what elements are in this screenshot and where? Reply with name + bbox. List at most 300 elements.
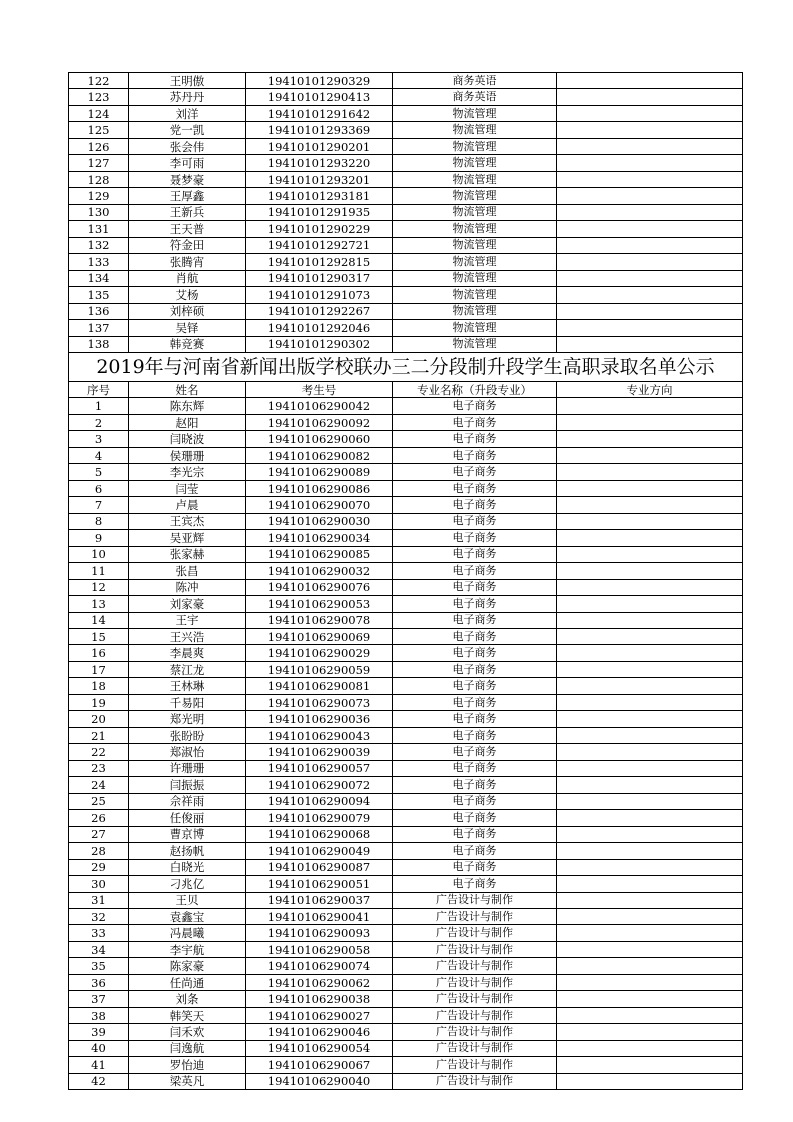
cell-index: 123 [69, 89, 129, 105]
cell-major: 物流管理 [393, 105, 557, 121]
cell-index: 24 [69, 777, 129, 793]
cell-direction [557, 596, 743, 612]
table-row [69, 287, 743, 303]
cell-major: 电子商务 [393, 398, 557, 414]
cell-direction [557, 89, 743, 105]
cell-index: 5 [69, 464, 129, 480]
cell-index: 42 [69, 1073, 129, 1089]
cell-exam-number: 19410101292721 [246, 237, 393, 253]
cell-major: 电子商务 [393, 793, 557, 809]
table-row [69, 320, 743, 336]
cell-major: 电子商务 [393, 826, 557, 842]
table-row [69, 563, 743, 579]
cell-index: 20 [69, 711, 129, 727]
cell-name: 陈冲 [129, 579, 246, 595]
cell-direction [557, 744, 743, 760]
cell-name: 王宾杰 [129, 513, 246, 529]
table-row [69, 727, 743, 743]
cell-direction [557, 711, 743, 727]
cell-exam-number: 19410106290078 [246, 612, 393, 628]
cell-direction [557, 73, 743, 89]
table-row [69, 1073, 743, 1089]
cell-index: 22 [69, 744, 129, 760]
cell-major: 电子商务 [393, 431, 557, 447]
cell-name: 陈家豪 [129, 958, 246, 974]
cell-exam-number: 19410101293201 [246, 171, 393, 187]
cell-exam-number: 19410106290074 [246, 958, 393, 974]
cell-exam-number: 19410106290034 [246, 530, 393, 546]
cell-major: 物流管理 [393, 122, 557, 138]
cell-exam-number: 19410106290029 [246, 645, 393, 661]
header-cell-name: 姓名 [129, 381, 246, 397]
cell-major: 电子商务 [393, 497, 557, 513]
cell-index: 13 [69, 596, 129, 612]
cell-major: 物流管理 [393, 287, 557, 303]
cell-name: 符金田 [129, 237, 246, 253]
cell-major: 广告设计与制作 [393, 908, 557, 924]
cell-exam-number: 19410106290072 [246, 777, 393, 793]
table-row [69, 221, 743, 237]
cell-direction [557, 629, 743, 645]
table-row [69, 1057, 743, 1073]
table-row [69, 73, 743, 89]
cell-index: 28 [69, 843, 129, 859]
cell-exam-number: 19410106290043 [246, 727, 393, 743]
cell-major: 电子商务 [393, 530, 557, 546]
cell-name: 王明傲 [129, 73, 246, 89]
cell-name: 张家赫 [129, 546, 246, 562]
cell-exam-number: 19410106290049 [246, 843, 393, 859]
previous-list-rows [69, 73, 743, 353]
cell-direction [557, 270, 743, 286]
table-row [69, 303, 743, 319]
cell-index: 129 [69, 188, 129, 204]
cell-major: 广告设计与制作 [393, 1073, 557, 1089]
cell-index: 7 [69, 497, 129, 513]
cell-exam-number: 19410101290201 [246, 138, 393, 154]
cell-major: 电子商务 [393, 513, 557, 529]
cell-major: 电子商务 [393, 645, 557, 661]
table-row [69, 204, 743, 220]
cell-exam-number: 19410106290085 [246, 546, 393, 562]
cell-index: 23 [69, 760, 129, 776]
cell-index: 134 [69, 270, 129, 286]
cell-direction [557, 974, 743, 990]
cell-direction [557, 908, 743, 924]
cell-direction [557, 1040, 743, 1056]
cell-index: 131 [69, 221, 129, 237]
cell-major: 电子商务 [393, 760, 557, 776]
table-row [69, 859, 743, 875]
cell-exam-number: 19410106290087 [246, 859, 393, 875]
table-row [69, 694, 743, 710]
cell-exam-number: 19410106290027 [246, 1007, 393, 1023]
cell-exam-number: 19410106290068 [246, 826, 393, 842]
cell-name: 刘条 [129, 991, 246, 1007]
cell-index: 37 [69, 991, 129, 1007]
table-row [69, 760, 743, 776]
cell-major: 物流管理 [393, 270, 557, 286]
cell-direction [557, 892, 743, 908]
table-row [69, 513, 743, 529]
cell-major: 商务英语 [393, 73, 557, 89]
cell-name: 李可雨 [129, 155, 246, 171]
table-row [69, 464, 743, 480]
cell-direction [557, 876, 743, 892]
cell-major: 电子商务 [393, 447, 557, 463]
cell-direction [557, 579, 743, 595]
cell-direction [557, 645, 743, 661]
table-row [69, 447, 743, 463]
cell-name: 聂梦豪 [129, 171, 246, 187]
cell-index: 41 [69, 1057, 129, 1073]
cell-name: 李晨爽 [129, 645, 246, 661]
cell-name: 刘梓硕 [129, 303, 246, 319]
table-row [69, 188, 743, 204]
cell-name: 苏丹丹 [129, 89, 246, 105]
cell-direction [557, 843, 743, 859]
table-row [69, 744, 743, 760]
table-row [69, 155, 743, 171]
cell-name: 千易阳 [129, 694, 246, 710]
table-row [69, 497, 743, 513]
cell-index: 14 [69, 612, 129, 628]
cell-exam-number: 19410101293369 [246, 122, 393, 138]
cell-direction [557, 221, 743, 237]
table-row [69, 530, 743, 546]
cell-exam-number: 19410106290060 [246, 431, 393, 447]
header-cell-index: 序号 [69, 381, 129, 397]
cell-major: 电子商务 [393, 612, 557, 628]
cell-name: 王厚鑫 [129, 188, 246, 204]
cell-direction [557, 810, 743, 826]
admission-table [68, 72, 743, 1090]
cell-name: 吴亚辉 [129, 530, 246, 546]
cell-name: 闫禾欢 [129, 1024, 246, 1040]
table-row [69, 431, 743, 447]
table-row [69, 810, 743, 826]
table-row [69, 612, 743, 628]
cell-direction [557, 859, 743, 875]
cell-exam-number: 19410101293220 [246, 155, 393, 171]
cell-name: 刘洋 [129, 105, 246, 121]
table-row [69, 398, 743, 414]
cell-index: 38 [69, 1007, 129, 1023]
cell-name: 韩竞赛 [129, 336, 246, 352]
cell-major: 物流管理 [393, 303, 557, 319]
cell-index: 36 [69, 974, 129, 990]
cell-direction [557, 480, 743, 496]
cell-major: 电子商务 [393, 876, 557, 892]
cell-name: 任俊丽 [129, 810, 246, 826]
cell-major: 电子商务 [393, 678, 557, 694]
table-row [69, 711, 743, 727]
cell-direction [557, 204, 743, 220]
header-cell-exam-number: 考生号 [246, 381, 393, 397]
table-row [69, 546, 743, 562]
cell-index: 133 [69, 254, 129, 270]
cell-name: 王贝 [129, 892, 246, 908]
cell-name: 艾杨 [129, 287, 246, 303]
cell-major: 电子商务 [393, 810, 557, 826]
cell-major: 广告设计与制作 [393, 1007, 557, 1023]
cell-direction [557, 563, 743, 579]
cell-major: 物流管理 [393, 320, 557, 336]
cell-major: 物流管理 [393, 138, 557, 154]
cell-index: 33 [69, 925, 129, 941]
cell-direction [557, 464, 743, 480]
title-row [69, 352, 743, 381]
title-section [69, 352, 743, 397]
cell-direction [557, 546, 743, 562]
cell-name: 罗怡迪 [129, 1057, 246, 1073]
table-row [69, 876, 743, 892]
cell-index: 125 [69, 122, 129, 138]
table-row [69, 1040, 743, 1056]
cell-exam-number: 19410101290329 [246, 73, 393, 89]
cell-direction [557, 254, 743, 270]
cell-direction [557, 925, 743, 941]
cell-exam-number: 19410106290081 [246, 678, 393, 694]
cell-index: 25 [69, 793, 129, 809]
cell-index: 128 [69, 171, 129, 187]
cell-name: 李光宗 [129, 464, 246, 480]
cell-major: 电子商务 [393, 744, 557, 760]
table-row [69, 171, 743, 187]
table-row [69, 480, 743, 496]
table-row [69, 122, 743, 138]
cell-exam-number: 19410106290046 [246, 1024, 393, 1040]
cell-direction [557, 287, 743, 303]
cell-direction [557, 155, 743, 171]
cell-major: 电子商务 [393, 563, 557, 579]
cell-index: 1 [69, 398, 129, 414]
cell-name: 冯晨曦 [129, 925, 246, 941]
cell-name: 白晓光 [129, 859, 246, 875]
cell-exam-number: 19410106290059 [246, 661, 393, 677]
cell-exam-number: 19410106290076 [246, 579, 393, 595]
cell-exam-number: 19410106290082 [246, 447, 393, 463]
cell-direction [557, 678, 743, 694]
cell-direction [557, 958, 743, 974]
table-row [69, 826, 743, 842]
cell-exam-number: 19410101290413 [246, 89, 393, 105]
cell-direction [557, 138, 743, 154]
cell-exam-number: 19410101290302 [246, 336, 393, 352]
cell-exam-number: 19410101293181 [246, 188, 393, 204]
header-row [69, 381, 743, 397]
cell-index: 6 [69, 480, 129, 496]
cell-direction [557, 612, 743, 628]
cell-direction [557, 336, 743, 352]
cell-direction [557, 171, 743, 187]
cell-exam-number: 19410106290089 [246, 464, 393, 480]
cell-index: 9 [69, 530, 129, 546]
cell-exam-number: 19410106290042 [246, 398, 393, 414]
cell-major: 广告设计与制作 [393, 941, 557, 957]
cell-index: 12 [69, 579, 129, 595]
cell-name: 王新兵 [129, 204, 246, 220]
cell-name: 张盼盼 [129, 727, 246, 743]
cell-name: 党一凯 [129, 122, 246, 138]
cell-direction [557, 530, 743, 546]
page-title: 2019年与河南省新闻出版学校联办三二分段制升段学生高职录取名单公示 [69, 352, 743, 381]
cell-index: 138 [69, 336, 129, 352]
cell-direction [557, 414, 743, 430]
cell-index: 19 [69, 694, 129, 710]
cell-direction [557, 826, 743, 842]
cell-name: 赵扬帆 [129, 843, 246, 859]
cell-major: 物流管理 [393, 171, 557, 187]
cell-major: 电子商务 [393, 859, 557, 875]
cell-name: 佘祥雨 [129, 793, 246, 809]
cell-major: 电子商务 [393, 777, 557, 793]
table-row [69, 1007, 743, 1023]
cell-exam-number: 19410106290030 [246, 513, 393, 529]
table-row [69, 941, 743, 957]
cell-name: 闫晓波 [129, 431, 246, 447]
cell-exam-number: 19410106290079 [246, 810, 393, 826]
cell-major: 电子商务 [393, 843, 557, 859]
cell-direction [557, 991, 743, 1007]
cell-exam-number: 19410101292815 [246, 254, 393, 270]
cell-exam-number: 19410106290054 [246, 1040, 393, 1056]
cell-major: 电子商务 [393, 661, 557, 677]
table-row [69, 414, 743, 430]
cell-name: 闫振振 [129, 777, 246, 793]
header-cell-direction: 专业方向 [557, 381, 743, 397]
cell-exam-number: 19410106290070 [246, 497, 393, 513]
cell-name: 王天普 [129, 221, 246, 237]
cell-direction [557, 1007, 743, 1023]
cell-index: 16 [69, 645, 129, 661]
cell-exam-number: 19410106290041 [246, 908, 393, 924]
cell-index: 27 [69, 826, 129, 842]
table-row [69, 138, 743, 154]
table-row [69, 336, 743, 352]
cell-exam-number: 19410106290058 [246, 941, 393, 957]
cell-name: 刘家豪 [129, 596, 246, 612]
cell-name: 吴铎 [129, 320, 246, 336]
cell-major: 物流管理 [393, 188, 557, 204]
cell-name: 蔡江龙 [129, 661, 246, 677]
cell-index: 127 [69, 155, 129, 171]
cell-direction [557, 105, 743, 121]
cell-major: 广告设计与制作 [393, 892, 557, 908]
cell-major: 电子商务 [393, 414, 557, 430]
cell-index: 135 [69, 287, 129, 303]
cell-direction [557, 727, 743, 743]
cell-major: 物流管理 [393, 155, 557, 171]
cell-name: 许珊珊 [129, 760, 246, 776]
cell-name: 赵阳 [129, 414, 246, 430]
cell-direction [557, 1057, 743, 1073]
cell-major: 广告设计与制作 [393, 974, 557, 990]
cell-name: 王兴浩 [129, 629, 246, 645]
table-row [69, 661, 743, 677]
cell-direction [557, 320, 743, 336]
table-row [69, 892, 743, 908]
cell-direction [557, 398, 743, 414]
cell-index: 4 [69, 447, 129, 463]
cell-direction [557, 122, 743, 138]
cell-index: 31 [69, 892, 129, 908]
table-row [69, 678, 743, 694]
cell-major: 物流管理 [393, 204, 557, 220]
cell-name: 闫逸航 [129, 1040, 246, 1056]
table-row [69, 958, 743, 974]
cell-major: 电子商务 [393, 596, 557, 612]
cell-index: 11 [69, 563, 129, 579]
cell-direction [557, 497, 743, 513]
cell-major: 商务英语 [393, 89, 557, 105]
cell-direction [557, 188, 743, 204]
cell-direction [557, 237, 743, 253]
admission-list-rows [69, 398, 743, 1090]
table-row [69, 974, 743, 990]
cell-index: 132 [69, 237, 129, 253]
cell-direction [557, 941, 743, 957]
cell-exam-number: 19410101290317 [246, 270, 393, 286]
table-row [69, 991, 743, 1007]
cell-index: 15 [69, 629, 129, 645]
cell-major: 电子商务 [393, 579, 557, 595]
cell-index: 29 [69, 859, 129, 875]
cell-exam-number: 19410101291935 [246, 204, 393, 220]
cell-index: 10 [69, 546, 129, 562]
cell-exam-number: 19410106290067 [246, 1057, 393, 1073]
cell-index: 137 [69, 320, 129, 336]
cell-direction [557, 661, 743, 677]
cell-name: 闫莹 [129, 480, 246, 496]
cell-name: 任尚通 [129, 974, 246, 990]
cell-index: 21 [69, 727, 129, 743]
cell-exam-number: 19410106290069 [246, 629, 393, 645]
cell-exam-number: 19410106290086 [246, 480, 393, 496]
cell-name: 卢晨 [129, 497, 246, 513]
cell-exam-number: 19410101292046 [246, 320, 393, 336]
cell-direction [557, 431, 743, 447]
cell-index: 17 [69, 661, 129, 677]
cell-major: 广告设计与制作 [393, 1057, 557, 1073]
table-row [69, 629, 743, 645]
cell-direction [557, 1073, 743, 1089]
cell-exam-number: 19410101290229 [246, 221, 393, 237]
cell-exam-number: 19410106290051 [246, 876, 393, 892]
table-row [69, 777, 743, 793]
cell-index: 124 [69, 105, 129, 121]
cell-name: 侯珊珊 [129, 447, 246, 463]
cell-direction [557, 1024, 743, 1040]
cell-exam-number: 19410101291073 [246, 287, 393, 303]
table-row [69, 908, 743, 924]
cell-exam-number: 19410106290039 [246, 744, 393, 760]
cell-exam-number: 19410106290057 [246, 760, 393, 776]
cell-direction [557, 694, 743, 710]
cell-index: 8 [69, 513, 129, 529]
cell-major: 物流管理 [393, 336, 557, 352]
header-cell-major: 专业名称（升段专业） [393, 381, 557, 397]
cell-index: 2 [69, 414, 129, 430]
cell-major: 广告设计与制作 [393, 1024, 557, 1040]
cell-name: 张昌 [129, 563, 246, 579]
cell-major: 电子商务 [393, 727, 557, 743]
cell-major: 广告设计与制作 [393, 991, 557, 1007]
cell-direction [557, 760, 743, 776]
cell-name: 韩笑天 [129, 1007, 246, 1023]
cell-index: 30 [69, 876, 129, 892]
cell-exam-number: 19410106290040 [246, 1073, 393, 1089]
